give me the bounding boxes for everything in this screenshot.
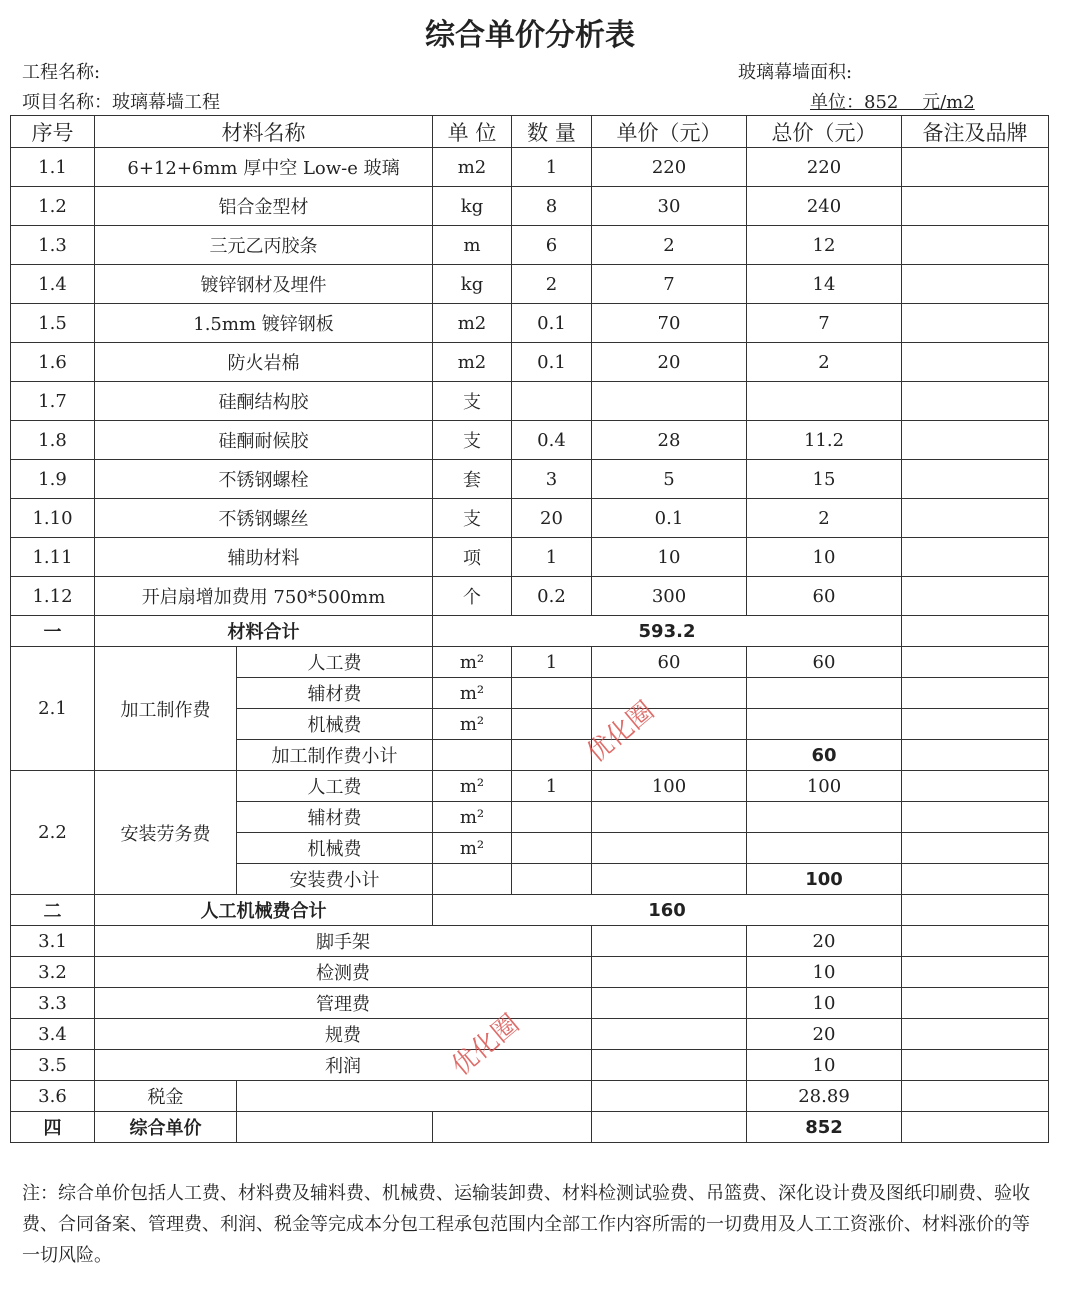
table-cell: 1.7 bbox=[11, 382, 95, 421]
table-cell: 2 bbox=[512, 265, 592, 304]
table-cell: 852 bbox=[747, 1112, 902, 1143]
table-row bbox=[11, 343, 1049, 382]
table-row bbox=[11, 460, 1049, 499]
table-cell bbox=[592, 864, 747, 895]
header-row bbox=[11, 116, 1049, 148]
table-row bbox=[11, 957, 1049, 988]
final-row bbox=[11, 1112, 1049, 1143]
table-cell: 不锈钢螺栓 bbox=[95, 460, 433, 499]
table-cell: 开启扇增加费用 750*500mm bbox=[95, 577, 433, 616]
table-cell: m² bbox=[433, 709, 512, 740]
table-cell: 三元乙丙胶条 bbox=[95, 226, 433, 265]
table-cell bbox=[902, 148, 1049, 187]
table-cell: 1.5 bbox=[11, 304, 95, 343]
table-cell: 3.1 bbox=[11, 926, 95, 957]
table-cell: 辅材费 bbox=[237, 678, 433, 709]
table-cell: m2 bbox=[433, 304, 512, 343]
table-cell bbox=[902, 833, 1049, 864]
item-name-label: 项目名称：玻璃幕墙工程 bbox=[22, 92, 220, 113]
column-header: 序号 bbox=[11, 116, 95, 148]
table-cell bbox=[902, 957, 1049, 988]
table-cell: 100 bbox=[747, 771, 902, 802]
table-cell: 铝合金型材 bbox=[95, 187, 433, 226]
table-cell bbox=[902, 460, 1049, 499]
table-cell: 1 bbox=[512, 647, 592, 678]
table-cell bbox=[592, 833, 747, 864]
table-cell bbox=[902, 895, 1049, 926]
table-cell bbox=[592, 957, 747, 988]
table-cell: 220 bbox=[592, 148, 747, 187]
table-cell: 60 bbox=[592, 647, 747, 678]
table-cell: 硅酮结构胶 bbox=[95, 382, 433, 421]
table-cell: 3.4 bbox=[11, 1019, 95, 1050]
table-cell bbox=[592, 1019, 747, 1050]
table-cell: 10 bbox=[747, 957, 902, 988]
table-cell: 15 bbox=[747, 460, 902, 499]
table-cell: 70 bbox=[592, 304, 747, 343]
table-cell: 0.1 bbox=[592, 499, 747, 538]
project-name-label: 工程名称: bbox=[22, 62, 101, 83]
unit-price-label: 单位：852 元/m2 bbox=[810, 92, 975, 113]
table-cell bbox=[592, 802, 747, 833]
table-cell: 3.2 bbox=[11, 957, 95, 988]
table-cell: 20 bbox=[747, 926, 902, 957]
table-cell: 100 bbox=[592, 771, 747, 802]
table-cell: kg bbox=[433, 265, 512, 304]
table-cell: 1.10 bbox=[11, 499, 95, 538]
watermark: 优化圈 bbox=[446, 1008, 526, 1082]
table-cell: 3.6 bbox=[11, 1081, 95, 1112]
table-cell: 10 bbox=[747, 988, 902, 1019]
table-row bbox=[11, 382, 1049, 421]
table-cell bbox=[592, 678, 747, 709]
labor-sum-row bbox=[11, 895, 1049, 926]
table-row bbox=[11, 148, 1049, 187]
table-cell: 检测费 bbox=[95, 957, 592, 988]
table-cell bbox=[512, 709, 592, 740]
table-cell bbox=[902, 421, 1049, 460]
table-cell: 综合单价 bbox=[95, 1112, 237, 1143]
table-cell: 加工制作费小计 bbox=[237, 740, 433, 771]
column-header: 数 量 bbox=[512, 116, 592, 148]
table-cell bbox=[902, 740, 1049, 771]
table-row bbox=[11, 226, 1049, 265]
table-cell: 1.2 bbox=[11, 187, 95, 226]
table-row bbox=[11, 1019, 1049, 1050]
table-cell bbox=[433, 864, 512, 895]
table-cell: 1.6 bbox=[11, 343, 95, 382]
table-cell: 2 bbox=[747, 499, 902, 538]
table-row bbox=[11, 988, 1049, 1019]
table-cell bbox=[902, 864, 1049, 895]
table-cell: 12 bbox=[747, 226, 902, 265]
table-cell: 1 bbox=[512, 771, 592, 802]
table-cell: 3.5 bbox=[11, 1050, 95, 1081]
table-cell: 5 bbox=[592, 460, 747, 499]
table-cell: 规费 bbox=[95, 1019, 592, 1050]
table-row bbox=[11, 499, 1049, 538]
table-cell: 10 bbox=[747, 1050, 902, 1081]
table-cell: 2.1 bbox=[11, 647, 95, 771]
table-cell: m² bbox=[433, 678, 512, 709]
table-cell: m2 bbox=[433, 343, 512, 382]
table-row bbox=[11, 187, 1049, 226]
table-cell: 镀锌钢材及埋件 bbox=[95, 265, 433, 304]
table-row bbox=[11, 577, 1049, 616]
table-cell: 2.2 bbox=[11, 771, 95, 895]
table-cell: 套 bbox=[433, 460, 512, 499]
table-cell: 支 bbox=[433, 382, 512, 421]
table-cell: 利润 bbox=[95, 1050, 592, 1081]
table-cell: 1.9 bbox=[11, 460, 95, 499]
table-cell: 四 bbox=[11, 1112, 95, 1143]
table-cell bbox=[902, 1081, 1049, 1112]
table-cell bbox=[902, 771, 1049, 802]
table-cell: m² bbox=[433, 833, 512, 864]
table-cell bbox=[237, 1112, 433, 1143]
table-row bbox=[11, 926, 1049, 957]
table-cell bbox=[902, 304, 1049, 343]
table-cell: m² bbox=[433, 771, 512, 802]
table-row bbox=[11, 1050, 1049, 1081]
table-cell: 脚手架 bbox=[95, 926, 592, 957]
table-cell: m² bbox=[433, 647, 512, 678]
table-cell: 60 bbox=[747, 577, 902, 616]
table-cell: 10 bbox=[747, 538, 902, 577]
table-cell bbox=[512, 382, 592, 421]
table-cell: 防火岩棉 bbox=[95, 343, 433, 382]
table-cell: 加工制作费 bbox=[95, 647, 237, 771]
table-cell: 辅助材料 bbox=[95, 538, 433, 577]
table-cell: 人工机械费合计 bbox=[95, 895, 433, 926]
table-cell bbox=[902, 1019, 1049, 1050]
table-cell bbox=[902, 343, 1049, 382]
table-cell: 60 bbox=[747, 647, 902, 678]
table-cell: 1.8 bbox=[11, 421, 95, 460]
column-header: 备注及品牌 bbox=[902, 116, 1049, 148]
table-cell: 1.1 bbox=[11, 148, 95, 187]
table-cell: 个 bbox=[433, 577, 512, 616]
table-cell bbox=[902, 265, 1049, 304]
table-cell: kg bbox=[433, 187, 512, 226]
table-cell: 材料合计 bbox=[95, 616, 433, 647]
table-cell: 1.12 bbox=[11, 577, 95, 616]
table-cell: 28.89 bbox=[747, 1081, 902, 1112]
table-cell: 240 bbox=[747, 187, 902, 226]
table-cell: 160 bbox=[433, 895, 902, 926]
table-cell: 安装劳务费 bbox=[95, 771, 237, 895]
table-cell: 项 bbox=[433, 538, 512, 577]
table-cell bbox=[512, 802, 592, 833]
table-cell: 1.4 bbox=[11, 265, 95, 304]
table-cell: 30 bbox=[592, 187, 747, 226]
column-header: 总价（元） bbox=[747, 116, 902, 148]
table-cell: 2 bbox=[747, 343, 902, 382]
table-cell: 0.4 bbox=[512, 421, 592, 460]
table-cell bbox=[902, 709, 1049, 740]
table-cell: 机械费 bbox=[237, 833, 433, 864]
table-cell bbox=[747, 709, 902, 740]
table-cell: 二 bbox=[11, 895, 95, 926]
table-cell: 不锈钢螺丝 bbox=[95, 499, 433, 538]
table-cell: 20 bbox=[512, 499, 592, 538]
table-cell bbox=[902, 647, 1049, 678]
table-cell: 300 bbox=[592, 577, 747, 616]
table-cell: 一 bbox=[11, 616, 95, 647]
table-cell bbox=[902, 538, 1049, 577]
table-cell bbox=[902, 226, 1049, 265]
page-title: 综合单价分析表 bbox=[425, 18, 635, 53]
table-cell: 税金 bbox=[95, 1081, 237, 1112]
table-cell bbox=[237, 1081, 592, 1112]
table-cell: 1 bbox=[512, 538, 592, 577]
table-cell: 0.1 bbox=[512, 343, 592, 382]
table-cell: 机械费 bbox=[237, 709, 433, 740]
table-cell: 220 bbox=[747, 148, 902, 187]
table-cell bbox=[902, 187, 1049, 226]
table-cell: m bbox=[433, 226, 512, 265]
table-cell: 0.1 bbox=[512, 304, 592, 343]
column-header: 单 位 bbox=[433, 116, 512, 148]
table-row bbox=[11, 304, 1049, 343]
table-cell: 20 bbox=[592, 343, 747, 382]
table-cell: 60 bbox=[747, 740, 902, 771]
table-cell bbox=[902, 616, 1049, 647]
table-cell: 辅材费 bbox=[237, 802, 433, 833]
table-cell bbox=[512, 833, 592, 864]
table-cell: 7 bbox=[747, 304, 902, 343]
table-cell: 1.11 bbox=[11, 538, 95, 577]
table-cell bbox=[592, 926, 747, 957]
table-cell bbox=[747, 382, 902, 421]
table-cell bbox=[747, 833, 902, 864]
table-cell: 1.5mm 镀锌钢板 bbox=[95, 304, 433, 343]
table-cell: 硅酮耐候胶 bbox=[95, 421, 433, 460]
table-cell bbox=[902, 499, 1049, 538]
table-cell bbox=[902, 577, 1049, 616]
table-cell: 14 bbox=[747, 265, 902, 304]
table-cell bbox=[902, 1112, 1049, 1143]
table-cell: 593.2 bbox=[433, 616, 902, 647]
table-row bbox=[11, 421, 1049, 460]
table-cell bbox=[747, 802, 902, 833]
table-cell bbox=[433, 740, 512, 771]
tax-row bbox=[11, 1081, 1049, 1112]
table-cell: 3 bbox=[512, 460, 592, 499]
table-cell: 6 bbox=[512, 226, 592, 265]
material-sum-row bbox=[11, 616, 1049, 647]
table-cell bbox=[512, 864, 592, 895]
table-cell bbox=[902, 988, 1049, 1019]
table-cell: m2 bbox=[433, 148, 512, 187]
table-cell: 6+12+6mm 厚中空 Low-e 玻璃 bbox=[95, 148, 433, 187]
table-cell: 20 bbox=[747, 1019, 902, 1050]
table-cell: 3.3 bbox=[11, 988, 95, 1019]
watermark: 优化圈 bbox=[581, 695, 661, 769]
table-cell: m² bbox=[433, 802, 512, 833]
table-cell: 10 bbox=[592, 538, 747, 577]
table-cell bbox=[433, 1112, 592, 1143]
analysis-table bbox=[10, 115, 1049, 1143]
table-cell bbox=[902, 926, 1049, 957]
table-cell bbox=[592, 1081, 747, 1112]
column-header: 材料名称 bbox=[95, 116, 433, 148]
footnote: 注：综合单价包括人工费、材料费及辅料费、机械费、运输装卸费、材料检测试验费、吊篮费、深化设计费及图纸印刷费、验收费、合同备案、管理费、利润、税金等完成本分包工程承包范围内全部工作内容所需的一切费用及人工工资涨价、材料涨价的等一切风险。 bbox=[22, 1183, 1030, 1266]
table-cell: 0.2 bbox=[512, 577, 592, 616]
table-cell bbox=[512, 678, 592, 709]
table-cell bbox=[902, 802, 1049, 833]
table-cell bbox=[902, 382, 1049, 421]
table-cell bbox=[902, 678, 1049, 709]
table-cell: 1.3 bbox=[11, 226, 95, 265]
table-cell: 安装费小计 bbox=[237, 864, 433, 895]
table-cell bbox=[902, 1050, 1049, 1081]
table-row bbox=[11, 647, 1049, 678]
table-cell: 支 bbox=[433, 499, 512, 538]
table-cell: 2 bbox=[592, 226, 747, 265]
table-cell: 支 bbox=[433, 421, 512, 460]
table-row bbox=[11, 265, 1049, 304]
table-cell: 人工费 bbox=[237, 771, 433, 802]
table-cell bbox=[592, 988, 747, 1019]
table-row bbox=[11, 771, 1049, 802]
column-header: 单价（元） bbox=[592, 116, 747, 148]
table-cell: 管理费 bbox=[95, 988, 592, 1019]
table-row bbox=[11, 538, 1049, 577]
table-cell: 1 bbox=[512, 148, 592, 187]
table-cell: 7 bbox=[592, 265, 747, 304]
table-cell: 8 bbox=[512, 187, 592, 226]
table-cell: 人工费 bbox=[237, 647, 433, 678]
table-cell: 100 bbox=[747, 864, 902, 895]
table-cell bbox=[747, 678, 902, 709]
table-cell: 28 bbox=[592, 421, 747, 460]
table-cell bbox=[592, 1112, 747, 1143]
area-label: 玻璃幕墙面积: bbox=[738, 62, 853, 83]
table-cell bbox=[592, 382, 747, 421]
table-cell bbox=[592, 1050, 747, 1081]
table-cell: 11.2 bbox=[747, 421, 902, 460]
